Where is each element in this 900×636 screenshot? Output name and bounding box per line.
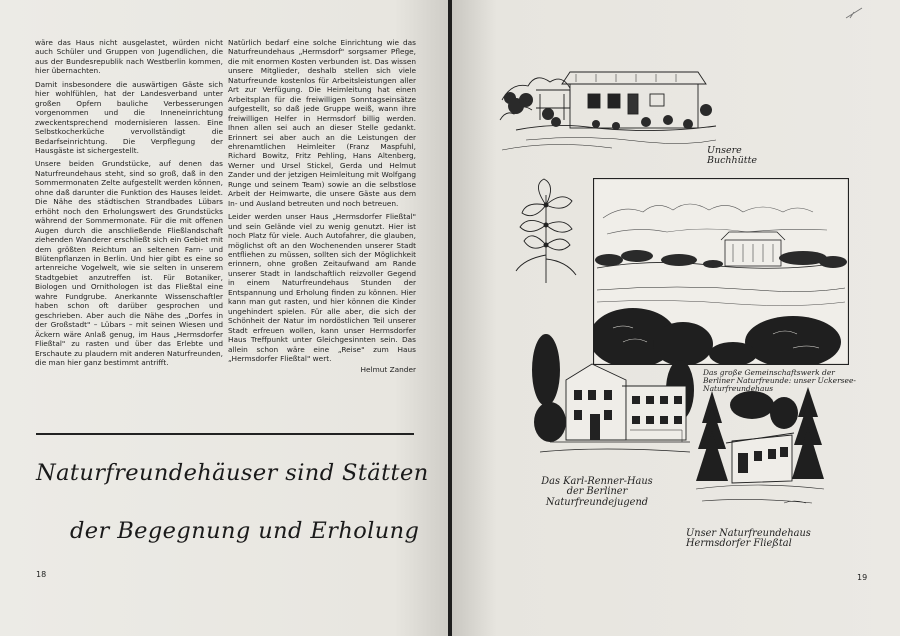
forest-house-illustration [692,383,828,523]
text-column-left [35,38,223,371]
page-number-right: 19 [857,573,868,582]
pencil-mark [844,6,864,20]
paragraph: Natürlich bedarf eine solche Einrichtung wie das Naturfreundehaus „Hermsdorf" sorgsamer Pflege, die mit enormen Kosten verbunden ist. Das wissen unsere Mitglieder, deshalb stellen sich viele Naturfreunde kostenlos für Arbeitsleistungen aller Art zur Verfügung. Die Heimleitung hat einen Arbeitsplan für die freiwilligen Sonntagseinsätze aufgestellt, so daß jede Gruppe weiß, wann ihre freiwilligen Helfer in Hermsdorf billig werden. Ihnen allen sei auch an dieser Stelle gedankt. Erinnert sei aber auch an die Leistungen der ehrenamtlichen Heimleiter (Franz Maspfuhl, Richard Bowitz, Fritz Pehling, Hans Altenberg, Werner und Ursel Stickel, Gerda und Helmut Zander und der jetzigen Heimleitung mit Wolfgang Runge und seinem Team) sowie an die selbstlose Arbeit der Heimwarte, die unsere Gäste aus dem In- und Ausland betreuten und noch betreuen. [228,38,416,208]
text-column-right [228,38,416,375]
divider-rule [36,433,414,435]
left-page [0,0,448,636]
page-number-left: 18 [36,570,47,579]
flower-illustration [506,175,586,287]
paragraph: wäre das Haus nicht ausgelastet, würden nicht auch Schüler und Gruppen von Jugendlichen, die aus der Bundesrepublik nach Westberlin kommen, hier übernachten. [35,38,223,76]
caption-hut: Unsere Buchhütte [707,145,758,166]
right-page [452,0,900,636]
karl-renner-house-illustration [530,330,696,466]
paragraph: Leider werden unser Haus „Hermsdorfer Fließtal" und sein Gelände viel zu wenig genutzt. Hier ist noch Platz für viele. Auch Autofahrer, die glauben, möglichst oft an den Wochenenden unserer Stadt entfliehen zu müssen, sollten sich der Möglichkeit erinnern, ohne großen Zeitaufwand am Rande unserer Stadt in landschaftlich reizvoller Gegend in einem Naturfreundehaus Stunden der Entspannung und Erholung finden zu können. Hier kann man gut rasten, und hier können die Kinder ungehindert spielen. Für alle aber, die sich der Schönheit der Natur im nordöstlichen Teil unserer Stadt erfreuen wollen, kann unser Hermsdorfer Haus Treffpunkt unter Gleichgesinnten sein. Das allein schon wäre eine „Reise" zum Haus „Hermsdorfer Fließtal" wert. [228,212,416,363]
author-signature: Helmut Zander [360,365,416,375]
caption-karl-renner-house: Das Karl-Renner-Haus der Berliner Naturfreundejugend [541,476,653,508]
hut-illustration [496,60,722,165]
caption-lake-house: Das große Gemeinschaftswerk der Berliner Naturfreunde: unser Uckersee-Naturfreundehaus [703,368,856,393]
headline-line-2: der Begegnung und Erholung [70,518,420,544]
caption-hermsdorf-house: Unser Naturfreundehaus Hermsdorfer Fließtal [686,528,811,550]
paragraph: Damit insbesondere die auswärtigen Gäste sich hier wohlfühlen, hat der Landesverband unter großen Opfern bauliche Verbesserungen vorgenommen und die Inneneinrichtung zweckentsprechend modernisieren lassen. Eine Selbstkocherküche vervollständigt die Bedarfseinrichtung. Die Verpflegung der Hausgäste ist sichergestellt. [35,79,223,155]
paragraph: Unsere beiden Grundstücke, auf denen das Naturfreundehaus steht, sind so groß, daß in den Sommermonaten Zelte aufgestellt werden können, ohne daß darunter die Funktion des Hauses leidet. Die Nähe des städtischen Strandbades Lübars erhöht noch den Erholungswert des Grundstücks während der Sommermonate. Für die mit offenen Augen durch die anschließende Fließlandschaft ziehenden Wanderer erschließt sich ein Gebiet mit dem größten Reichtum an seltenen Farn- und Blütenpflanzen in Berlin. Und hier gibt es eine so artenreiche Vogelwelt, wie sie selten in unserem Stadtgebiet anzutreffen ist. Für Botaniker, Biologen und Ornithologen ist das Fließtal eine wahre Fundgrube. Anerkannte Wissenschaftler haben schon oft darüber gesprochen und geschrieben. Aber auch die Nähe des „Dorfes in der Großstadt" – Lübars – mit seinen Wiesen und Äckern wäre Anlaß genug, im Haus „Hermsdorfer Fließtal" zu rasten und über das Erlebte und Erschaute zu plaudern mit anderen Naturfreunden, die man hier ganz bestimmt antrifft. [35,159,223,367]
headline-line-1: Naturfreundehäuser sind Stätten [36,460,429,486]
